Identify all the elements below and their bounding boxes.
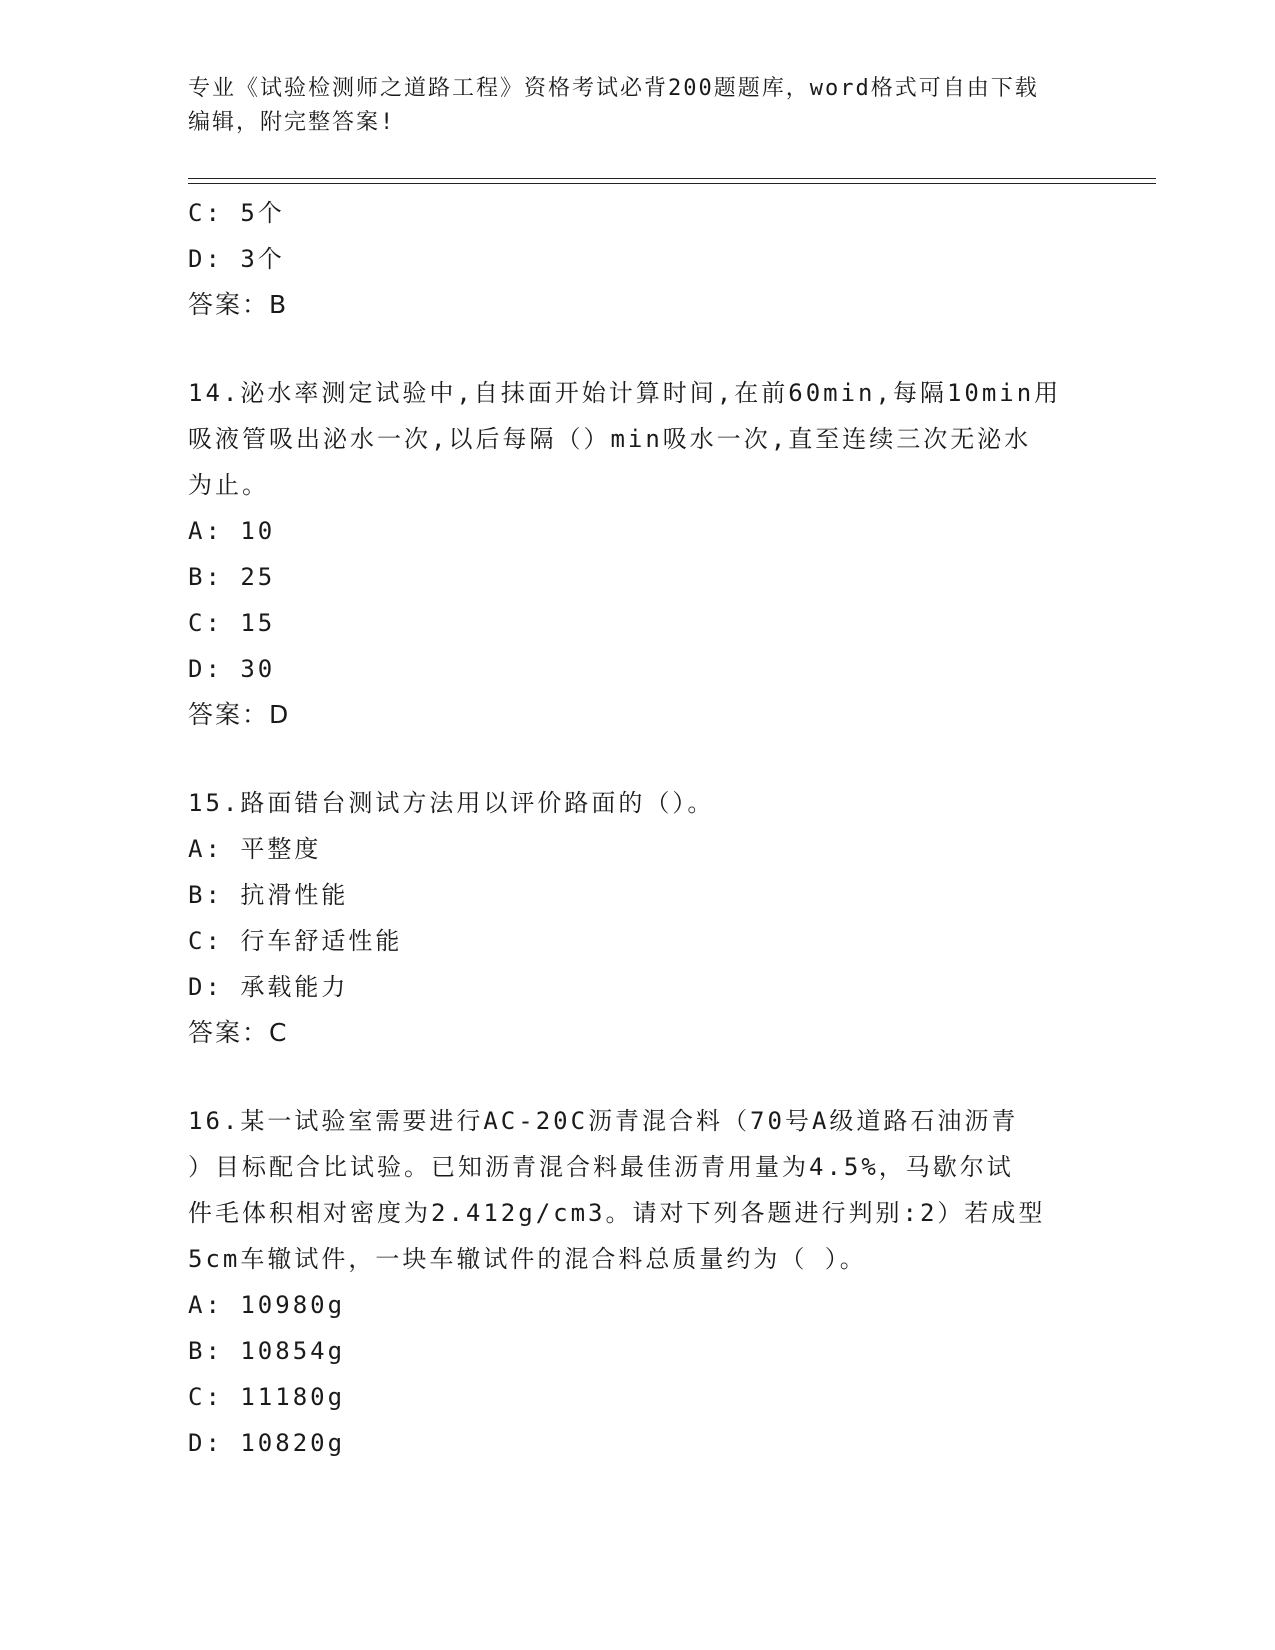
question-14 [188,370,1088,738]
option-d: D: 10820g [188,1429,346,1457]
option-d: D: 3个 [188,245,285,273]
header-rule [188,183,1156,184]
answer: 答案：C [188,1018,289,1047]
option-c: C: 11180g [188,1383,346,1411]
question-text-line: 为止。 [188,471,269,499]
option-a: A: 10 [188,517,276,545]
header-rule [188,178,1156,179]
question-16 [188,1098,1088,1466]
option-d: D: 承载能力 [188,973,349,1001]
document-body [188,190,1088,1466]
option-b: B: 25 [188,563,276,591]
option-c: C: 行车舒适性能 [188,927,403,955]
question-text-line: 件毛体积相对密度为2.412g/cm3。请对下列各题进行判别:2）若成型 [188,1199,1046,1227]
option-b: B: 抗滑性能 [188,881,349,909]
question-text-line: ）目标配合比试验。已知沥青混合料最佳沥青用量为4.5%，马歇尔试 [188,1153,1014,1181]
question-text-line: 15.路面错台测试方法用以评价路面的（）。 [188,789,715,817]
option-c: C: 15 [188,609,276,637]
header-line-2: 编辑，附完整答案! [188,110,396,135]
question-text-line: 14.泌水率测定试验中,自抹面开始计算时间,在前60min,每隔10min用 [188,379,1062,407]
question-15 [188,780,1088,1056]
question-text-line: 吸液管吸出泌水一次,以后每隔（）min吸水一次,直至连续三次无泌水 [188,425,1032,453]
option-d: D: 30 [188,655,276,683]
option-b: B: 10854g [188,1337,346,1365]
option-a: A: 平整度 [188,835,322,863]
question-text-line: 16.某一试验室需要进行AC-20C沥青混合料（70号A级道路石油沥青 [188,1107,1019,1135]
option-a: A: 10980g [188,1291,346,1319]
answer: 答案：D [188,700,291,729]
page-header [188,72,1088,140]
question-fragment [188,190,1088,328]
question-text-line: 5cm车辙试件，一块车辙试件的混合料总质量约为（ ）。 [188,1245,867,1273]
option-c: C: 5个 [188,199,285,227]
header-line-1: 专业《试验检测师之道路工程》资格考试必背200题题库，word格式可自由下载 [188,76,1039,101]
answer: 答案：B [188,290,289,319]
